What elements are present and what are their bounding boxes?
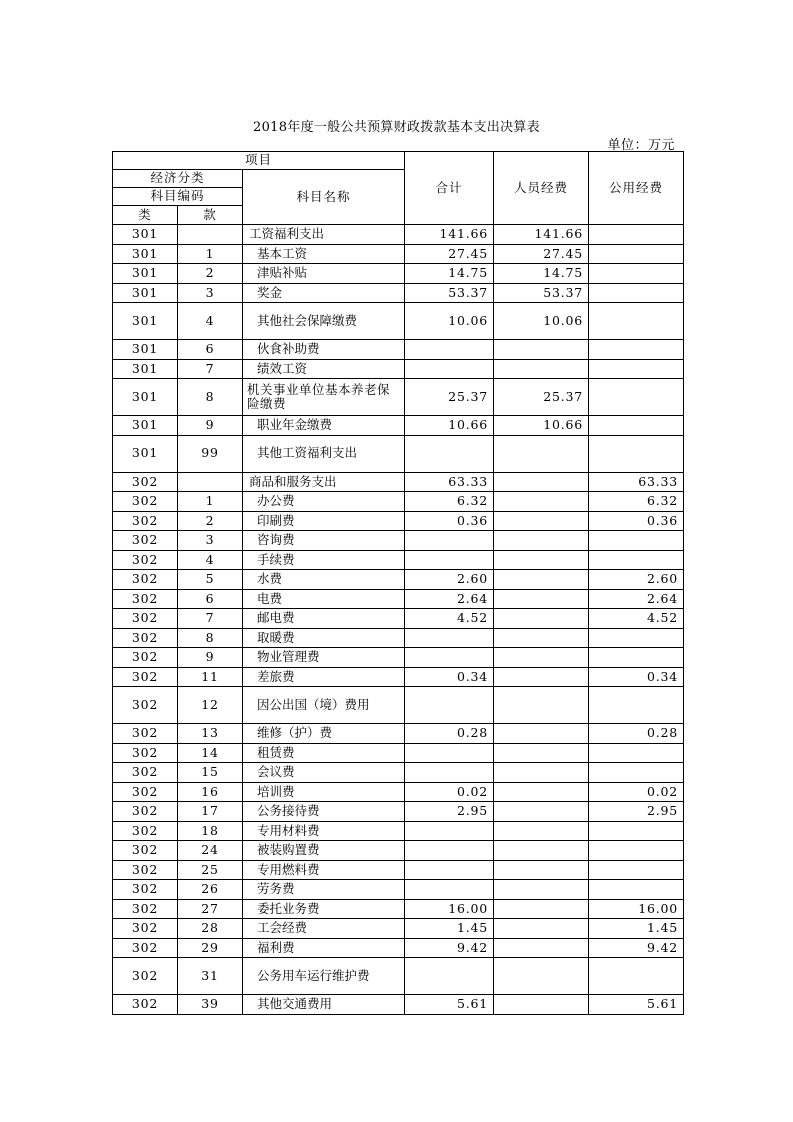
cell-personnel	[494, 435, 589, 472]
cell-public: 9.42	[589, 938, 684, 958]
cell-subject-name: 专用材料费	[243, 821, 405, 841]
cell-public	[589, 303, 684, 340]
table-row	[113, 550, 684, 570]
cell-kuan: 4	[178, 550, 243, 570]
cell-kuan: 15	[178, 763, 243, 783]
cell-lei: 302	[113, 802, 178, 822]
cell-subject-name: 机关事业单位基本养老保险缴费	[243, 379, 405, 416]
cell-total: 1.45	[405, 919, 494, 939]
cell-lei: 302	[113, 511, 178, 531]
cell-kuan: 99	[178, 435, 243, 472]
cell-personnel	[494, 995, 589, 1015]
cell-kuan: 13	[178, 724, 243, 744]
table-row	[113, 919, 684, 939]
table-row	[113, 628, 684, 648]
cell-personnel	[494, 648, 589, 668]
cell-total: 2.64	[405, 589, 494, 609]
cell-lei: 302	[113, 531, 178, 551]
cell-kuan: 18	[178, 821, 243, 841]
cell-subject-name: 邮电费	[243, 609, 405, 629]
cell-total: 6.32	[405, 492, 494, 512]
cell-public	[589, 225, 684, 245]
cell-personnel	[494, 860, 589, 880]
cell-subject-name: 福利费	[243, 938, 405, 958]
cell-personnel	[494, 667, 589, 687]
cell-subject-name: 其他工资福利支出	[243, 435, 405, 472]
cell-public: 0.36	[589, 511, 684, 531]
header-econ-class: 经济分类	[113, 170, 243, 188]
cell-subject-name: 其他交通费用	[243, 995, 405, 1015]
cell-personnel: 141.66	[494, 225, 589, 245]
cell-total	[405, 648, 494, 668]
cell-total: 53.37	[405, 283, 494, 303]
cell-kuan: 6	[178, 589, 243, 609]
table-row	[113, 724, 684, 744]
cell-personnel	[494, 919, 589, 939]
cell-kuan: 4	[178, 303, 243, 340]
table-row	[113, 283, 684, 303]
cell-total	[405, 435, 494, 472]
header-project: 项目	[113, 152, 405, 170]
cell-personnel	[494, 531, 589, 551]
table-row	[113, 589, 684, 609]
cell-total: 0.36	[405, 511, 494, 531]
cell-kuan: 16	[178, 782, 243, 802]
cell-public: 5.61	[589, 995, 684, 1015]
cell-kuan: 7	[178, 359, 243, 379]
cell-kuan	[178, 225, 243, 245]
cell-subject-name: 维修（护）费	[243, 724, 405, 744]
cell-public	[589, 763, 684, 783]
cell-kuan: 28	[178, 919, 243, 939]
cell-public: 0.28	[589, 724, 684, 744]
cell-personnel	[494, 492, 589, 512]
cell-kuan: 8	[178, 379, 243, 416]
cell-public	[589, 531, 684, 551]
cell-personnel: 14.75	[494, 264, 589, 284]
table-row	[113, 609, 684, 629]
cell-total: 0.28	[405, 724, 494, 744]
cell-public: 4.52	[589, 609, 684, 629]
cell-lei: 302	[113, 880, 178, 900]
cell-subject-name: 工会经费	[243, 919, 405, 939]
cell-public: 16.00	[589, 899, 684, 919]
cell-subject-name: 电费	[243, 589, 405, 609]
cell-total: 5.61	[405, 995, 494, 1015]
header-public: 公用经费	[589, 152, 684, 225]
cell-total	[405, 628, 494, 648]
cell-subject-name: 商品和服务支出	[243, 472, 405, 492]
cell-subject-name: 专用燃料费	[243, 860, 405, 880]
cell-personnel	[494, 899, 589, 919]
cell-subject-name: 物业管理费	[243, 648, 405, 668]
cell-personnel	[494, 724, 589, 744]
cell-public	[589, 821, 684, 841]
table-row	[113, 511, 684, 531]
cell-subject-name: 取暖费	[243, 628, 405, 648]
cell-personnel: 25.37	[494, 379, 589, 416]
cell-personnel	[494, 802, 589, 822]
cell-lei: 301	[113, 416, 178, 436]
cell-public	[589, 743, 684, 763]
table-row	[113, 880, 684, 900]
expenditure-table	[112, 151, 684, 1015]
table-row	[113, 899, 684, 919]
header-subject-name: 科目名称	[243, 170, 405, 225]
cell-lei: 301	[113, 340, 178, 360]
cell-lei: 302	[113, 472, 178, 492]
table-row	[113, 821, 684, 841]
cell-total	[405, 687, 494, 724]
cell-personnel	[494, 821, 589, 841]
cell-total: 63.33	[405, 472, 494, 492]
cell-kuan: 17	[178, 802, 243, 822]
cell-total	[405, 550, 494, 570]
cell-lei: 301	[113, 264, 178, 284]
table-row	[113, 958, 684, 995]
cell-subject-name: 公务接待费	[243, 802, 405, 822]
cell-total: 27.45	[405, 244, 494, 264]
cell-lei: 302	[113, 628, 178, 648]
cell-personnel	[494, 589, 589, 609]
cell-lei: 302	[113, 860, 178, 880]
cell-subject-name: 差旅费	[243, 667, 405, 687]
cell-public: 0.34	[589, 667, 684, 687]
cell-lei: 301	[113, 225, 178, 245]
cell-lei: 302	[113, 782, 178, 802]
table-row	[113, 359, 684, 379]
cell-lei: 302	[113, 589, 178, 609]
cell-subject-name: 手续费	[243, 550, 405, 570]
cell-personnel	[494, 841, 589, 861]
cell-lei: 302	[113, 724, 178, 744]
table-row	[113, 531, 684, 551]
header-lei: 类	[113, 206, 178, 225]
cell-kuan: 1	[178, 244, 243, 264]
cell-lei: 302	[113, 550, 178, 570]
cell-total	[405, 821, 494, 841]
cell-public: 2.95	[589, 802, 684, 822]
cell-personnel	[494, 687, 589, 724]
cell-kuan: 8	[178, 628, 243, 648]
cell-public	[589, 958, 684, 995]
cell-total: 16.00	[405, 899, 494, 919]
header-personnel: 人员经费	[494, 152, 589, 225]
header-row-1	[113, 152, 684, 170]
cell-total: 2.60	[405, 570, 494, 590]
cell-total: 25.37	[405, 379, 494, 416]
cell-personnel	[494, 628, 589, 648]
table-row	[113, 841, 684, 861]
cell-kuan: 26	[178, 880, 243, 900]
cell-lei: 301	[113, 359, 178, 379]
cell-kuan: 6	[178, 340, 243, 360]
cell-personnel	[494, 782, 589, 802]
cell-kuan: 27	[178, 899, 243, 919]
cell-lei: 302	[113, 958, 178, 995]
table-row	[113, 782, 684, 802]
cell-subject-name: 咨询费	[243, 531, 405, 551]
cell-lei: 301	[113, 244, 178, 264]
cell-public	[589, 283, 684, 303]
cell-personnel	[494, 763, 589, 783]
cell-kuan: 7	[178, 609, 243, 629]
cell-personnel	[494, 880, 589, 900]
cell-lei: 302	[113, 938, 178, 958]
cell-lei: 302	[113, 667, 178, 687]
cell-lei: 302	[113, 841, 178, 861]
header-kuan: 款	[178, 206, 243, 225]
cell-total	[405, 531, 494, 551]
unit-label: 单位：万元	[607, 138, 675, 153]
cell-public	[589, 860, 684, 880]
table-row	[113, 435, 684, 472]
cell-personnel	[494, 743, 589, 763]
cell-kuan: 2	[178, 511, 243, 531]
cell-public	[589, 841, 684, 861]
cell-total	[405, 860, 494, 880]
table-row	[113, 743, 684, 763]
cell-total: 0.34	[405, 667, 494, 687]
cell-lei: 302	[113, 821, 178, 841]
cell-lei: 302	[113, 995, 178, 1015]
table-row	[113, 416, 684, 436]
cell-lei: 302	[113, 648, 178, 668]
cell-kuan: 29	[178, 938, 243, 958]
table-row	[113, 648, 684, 668]
cell-lei: 301	[113, 435, 178, 472]
cell-total: 2.95	[405, 802, 494, 822]
cell-total	[405, 340, 494, 360]
table-row	[113, 472, 684, 492]
cell-kuan: 31	[178, 958, 243, 995]
table-row	[113, 667, 684, 687]
cell-personnel	[494, 958, 589, 995]
cell-subject-name: 伙食补助费	[243, 340, 405, 360]
cell-subject-name: 培训费	[243, 782, 405, 802]
cell-lei: 301	[113, 303, 178, 340]
cell-total: 10.66	[405, 416, 494, 436]
cell-subject-name: 租赁费	[243, 743, 405, 763]
cell-kuan: 12	[178, 687, 243, 724]
cell-personnel: 10.06	[494, 303, 589, 340]
cell-public	[589, 416, 684, 436]
cell-subject-name: 劳务费	[243, 880, 405, 900]
cell-lei: 302	[113, 687, 178, 724]
table-row	[113, 860, 684, 880]
table-row	[113, 244, 684, 264]
cell-public	[589, 264, 684, 284]
cell-subject-name: 绩效工资	[243, 359, 405, 379]
table-row	[113, 802, 684, 822]
table-row	[113, 570, 684, 590]
cell-kuan	[178, 472, 243, 492]
header-total: 合计	[405, 152, 494, 225]
cell-kuan: 11	[178, 667, 243, 687]
table-row	[113, 763, 684, 783]
table-row	[113, 938, 684, 958]
cell-subject-name: 基本工资	[243, 244, 405, 264]
cell-public	[589, 628, 684, 648]
cell-total: 141.66	[405, 225, 494, 245]
cell-personnel: 27.45	[494, 244, 589, 264]
cell-public: 63.33	[589, 472, 684, 492]
cell-lei: 301	[113, 283, 178, 303]
cell-public: 1.45	[589, 919, 684, 939]
cell-kuan: 3	[178, 283, 243, 303]
cell-public	[589, 359, 684, 379]
cell-kuan: 3	[178, 531, 243, 551]
cell-lei: 301	[113, 379, 178, 416]
cell-personnel	[494, 609, 589, 629]
table-row	[113, 379, 684, 416]
cell-total	[405, 841, 494, 861]
cell-subject-name: 公务用车运行维护费	[243, 958, 405, 995]
cell-personnel	[494, 472, 589, 492]
cell-subject-name: 津贴补贴	[243, 264, 405, 284]
cell-public	[589, 244, 684, 264]
cell-kuan: 24	[178, 841, 243, 861]
cell-kuan: 1	[178, 492, 243, 512]
cell-personnel	[494, 511, 589, 531]
cell-public	[589, 379, 684, 416]
cell-public: 2.64	[589, 589, 684, 609]
cell-subject-name: 因公出国（境）费用	[243, 687, 405, 724]
table-row	[113, 303, 684, 340]
cell-public	[589, 550, 684, 570]
cell-public	[589, 687, 684, 724]
cell-kuan: 39	[178, 995, 243, 1015]
cell-total	[405, 743, 494, 763]
cell-lei: 302	[113, 743, 178, 763]
cell-public	[589, 880, 684, 900]
cell-total: 14.75	[405, 264, 494, 284]
cell-subject-name: 会议费	[243, 763, 405, 783]
cell-kuan: 5	[178, 570, 243, 590]
cell-subject-name: 办公费	[243, 492, 405, 512]
cell-subject-name: 水费	[243, 570, 405, 590]
cell-total	[405, 880, 494, 900]
cell-subject-name: 奖金	[243, 283, 405, 303]
cell-subject-name: 委托业务费	[243, 899, 405, 919]
cell-kuan: 9	[178, 648, 243, 668]
table-row	[113, 492, 684, 512]
cell-kuan: 14	[178, 743, 243, 763]
table-row	[113, 340, 684, 360]
cell-lei: 302	[113, 609, 178, 629]
cell-subject-name: 职业年金缴费	[243, 416, 405, 436]
page-title: 2018年度一般公共预算财政拨款基本支出决算表	[253, 120, 540, 135]
cell-total: 9.42	[405, 938, 494, 958]
cell-subject-name: 被装购置费	[243, 841, 405, 861]
cell-lei: 302	[113, 899, 178, 919]
cell-personnel	[494, 550, 589, 570]
cell-total: 10.06	[405, 303, 494, 340]
table-row	[113, 995, 684, 1015]
cell-total	[405, 359, 494, 379]
cell-lei: 302	[113, 492, 178, 512]
cell-personnel	[494, 938, 589, 958]
cell-lei: 302	[113, 570, 178, 590]
table-row	[113, 264, 684, 284]
cell-personnel: 10.66	[494, 416, 589, 436]
cell-public: 2.60	[589, 570, 684, 590]
cell-personnel	[494, 340, 589, 360]
cell-subject-name: 印刷费	[243, 511, 405, 531]
header-subject-code: 科目编码	[113, 188, 243, 206]
cell-total: 4.52	[405, 609, 494, 629]
cell-kuan: 2	[178, 264, 243, 284]
cell-subject-name: 工资福利支出	[243, 225, 405, 245]
cell-public	[589, 340, 684, 360]
cell-lei: 302	[113, 919, 178, 939]
cell-public: 0.02	[589, 782, 684, 802]
cell-public: 6.32	[589, 492, 684, 512]
cell-public	[589, 648, 684, 668]
cell-kuan: 9	[178, 416, 243, 436]
cell-subject-name: 其他社会保障缴费	[243, 303, 405, 340]
table-row	[113, 687, 684, 724]
cell-total: 0.02	[405, 782, 494, 802]
table-body	[113, 152, 684, 1015]
cell-personnel	[494, 359, 589, 379]
cell-public	[589, 435, 684, 472]
cell-lei: 302	[113, 763, 178, 783]
cell-total	[405, 763, 494, 783]
cell-personnel: 53.37	[494, 283, 589, 303]
cell-personnel	[494, 570, 589, 590]
cell-kuan: 25	[178, 860, 243, 880]
cell-total	[405, 958, 494, 995]
table-row	[113, 225, 684, 245]
